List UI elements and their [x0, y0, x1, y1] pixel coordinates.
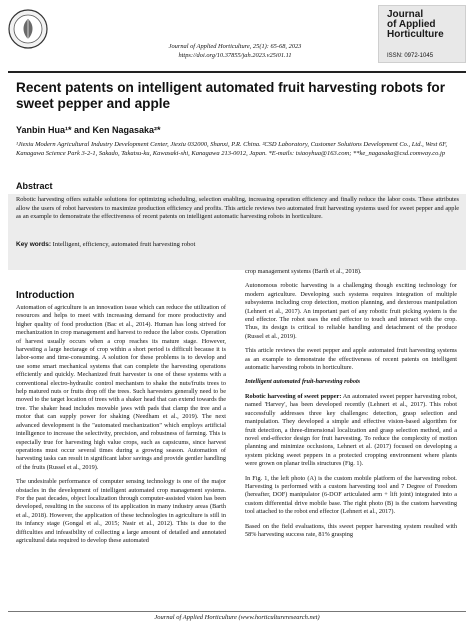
journal-logo	[7, 8, 49, 50]
paragraph: The undesirable performance of computer sensing technology is one of the major obstacles in the development of intelligent automated crop management systems. For the past decades, object localization through computer-assisted vision has been developed, resulting in the success of its application in many industry areas (Barth et al., 2018). However, the application of these technologies in agriculture is still in its infancy stage (Gongal et al., 2015; Nasir et al., 2012). This is due to the difficulties and infeasibility of collecting a large amount of detailed and annotated agricultural data required to develop these automated	[16, 478, 226, 544]
authors: Yanbin Hua¹* and Ken Nagasaka²*	[16, 125, 161, 135]
journal-brand-box	[378, 5, 466, 63]
header-rule	[8, 71, 466, 73]
keywords	[16, 241, 456, 248]
abstract-text	[16, 196, 459, 222]
affiliations: ¹Jiexiu Modern Agricultural Industry Development Center, Jiexiu 032000, Shanxi, P.R. China. ²CSD Laboratory, Customer Solutions Development Co., Ltd., West 6F, Kanagawa Science Park 3-2-1, Sakado, Takatsu-ku, Kawasaki-shi, Kanagawa 213-0012, Japan. *E-mails: tsiaoyhua@163.com; **ke_nagasaka@csd.comway.co.jp	[16, 141, 447, 157]
citation-line: Journal of Applied Horticulture, 25(1): 65-68, 2023	[168, 43, 302, 50]
issn: ISSN: 0972-1045	[387, 53, 434, 59]
footer: Journal of Applied Horticulture (www.horticultureresearch.net)	[154, 614, 320, 621]
keywords-label: Key words:	[16, 241, 52, 248]
brand-line1: Journal	[387, 9, 424, 20]
brand-line3: Horticulture	[387, 29, 444, 40]
journal-citation	[130, 42, 340, 60]
keywords-values: Intelligent, efficiency, automated fruit harvesting robot	[52, 241, 196, 248]
article-title: Recent patents on intelligent automated fruit harvesting robots for sweet pepper and apple	[16, 80, 445, 111]
paragraph-lead: Robotic harvesting of sweet pepper:	[245, 392, 342, 400]
paragraph: crop management systems (Barth et al., 2018).	[245, 268, 362, 275]
abstract-body: Robotic harvesting offers suitable solutions for optimizing scheduling, selection enabling, increasing operation efficiency and finally reduce the labor costs. These attributes allow the users of robot harvesters to maximize production efficiency and profits. This article reviews two automated fruit harvesting systems used for sweet pepper and apple as an example to demonstrate the effectiveness of recent patents on intelligent automatic harvesting robots in horticulture.	[16, 196, 459, 221]
paragraph-text: An automated sweet pepper harvesting robot, named 'Harvey', has been developed recently (Lehnert et al., 2017). This robot successfully addresses three key challenges: detection, grasp selection and manipulation. They developed a simple and effective vision-based algorithm for fruit detection, a three-dimensional localization and grasp selection method, and a novel end-effector design for fruit harvesting. To reduce the complexity of motion planning and minimize occlusions, Lehnert et al. (2017) focused on developing a system picking sweet peppers in a protected cropping environment where plants were grown on planar trellis structures (Fig. 1).	[245, 392, 457, 468]
intro-heading: Introduction	[16, 290, 75, 301]
paragraph	[245, 393, 457, 469]
right-column	[245, 268, 457, 545]
paragraph: In Fig. 1, the left photo (A) is the custom mobile platform of the harvesting robot. Harvesting is performed with a custom harvesting tool and 7 Degree of Freedom (hereafter, DOF) manipulator (6-DOF articulated arm + lift joint) integrated into a custom differential drive mobile base. The right photo (B) is the custom harvesting tool attached to the robot end effector (Lehnert et al., 2017).	[245, 474, 457, 516]
paragraph: This article reviews the sweet pepper and apple automated fruit harvesting systems as an example to demonstrate the effectiveness of recent patents on intelligent automatic harvesting robots in horticulture.	[245, 347, 457, 372]
paragraph: Autonomous robotic harvesting is a challenging though exciting technology for modern agriculture. Developing such systems requires integration of multiple subsystems including crop detection, motion planning, and dexterous manipulation (Lehnert et al., 2017). An important part of any robotic fruit picking system is the end effector. The robot uses the end effector to touch and interact with the crop. Thus, its design is critical to reliable handling and detachment of the produce (Russel et al., 2019).	[245, 282, 457, 340]
abstract-heading: Abstract	[16, 181, 53, 191]
brand-line2: of Applied	[387, 19, 436, 30]
paragraph: Automation of agriculture is an innovation issue which can reduce the utilization of resources and helps to meet with increasing demand for more productivity and higher quality of food production (Bac et al., 2014). Human has long strived for mechanization in crop management and harvest to reduce the labor costs. Operation of harvest usually occurs when a crop reaches its mature stage. However, harvesting a large hectarage of crop within a short period is difficult because it is labor-some and time-consuming. A solution for these problems is to develop and use some smart mechanical systems that can complete the harvesting operations efficiently and quickly. Mechanized fruit harvester is one of these systems with a conventional electro-hydraulic control mechanism to shake the nuts/fruits trees to help matured nuts or fruits drop off the trees. Such harvesters generally need to be moved to the target location of trees with a shaker head that can extend towards the tree. The shaker head includes movable jaws with pads that clamp the tree and a motor that can supply power for shaking (Needham et al., 2019). The next advanced development is the "automated mechanization" which employs artificial intelligence to increase the selectivity, precision, and robustness of farming. This is especially true for harvesting high value crops, such as capsicums, since harvest operations must occur several times during a growing season. Automation of harvesting tasks can result in significant labor savings and provide gentler handling of the fruits (Russel et al., 2019).	[16, 304, 226, 471]
doi-link[interactable]: https://doi.org/10.37855/jah.2023.v25i01.11	[178, 52, 292, 59]
paragraph: Based on the field evaluations, this sweet pepper harvesting system resulted with 58% harvesting success rate, 81% grasping	[245, 522, 457, 538]
footer-rule	[8, 611, 466, 612]
section-subheading: Intelligent automated fruit-harvesting robots	[245, 378, 361, 386]
left-column	[16, 304, 226, 551]
